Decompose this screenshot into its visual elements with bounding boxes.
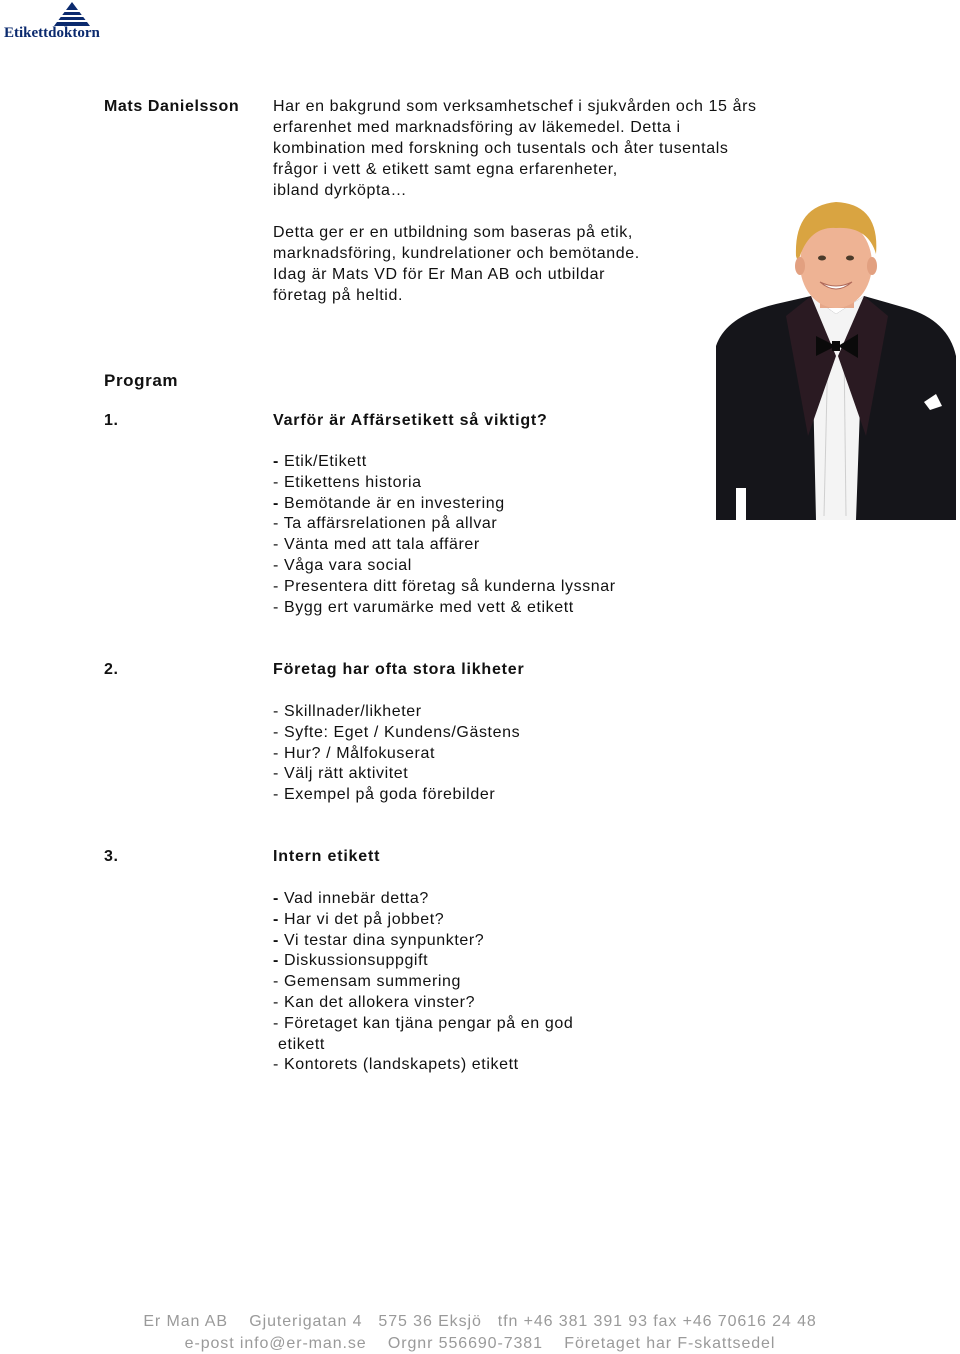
footer-registration: e-post info@er-man.se Orgnr 556690-7381 Företaget har F-skattsedel [184,1335,776,1352]
list-item: - Bygg ert varumärke med vett & etikett [273,598,574,616]
list-item: - Kan det allokera vinster? [273,993,476,1011]
list-item: - Hur? / Målfokuserat [273,744,435,762]
section-number: 1. [104,412,119,429]
section-3-list [273,889,573,1076]
list-item: - Företaget kan tjäna pengar på en god [273,1014,574,1032]
section-number: 3. [104,848,119,865]
footer-address: Er Man AB Gjuterigatan 4 575 36 Eksjö tfn +46 381 391 93 fax +46 70616 24 48 [143,1313,817,1330]
list-item: - Skillnader/likheter [273,703,422,720]
bio-line: företag på heltid. [273,287,403,304]
list-item: - Vi testar dina synpunkter? [273,931,485,949]
bio-line: Har en bakgrund som verksamhetschef i sjukvården och 15 års [273,98,757,115]
bio-text [273,96,757,306]
list-item: - Vänta med att tala affärer [273,536,480,554]
list-item: - Kontorets (landskapets) etikett [273,1056,519,1074]
logo-text: Etikettdoktorn [4,25,100,41]
list-item: - Diskussionsuppgift [273,952,429,970]
list-item: - Våga vara social [273,556,412,574]
list-item: - Vad innebär detta? [273,890,429,907]
section-number: 2. [104,661,119,678]
pyramid-logo-icon [54,2,90,26]
portrait-photo [716,196,956,520]
list-item: - Gemensam summering [273,973,462,991]
bio-line: Idag är Mats VD för Er Man AB och utbildar [273,266,606,283]
list-item: - Välj rätt aktivitet [273,765,409,783]
program-heading: Program [104,371,179,390]
bio-line: Detta ger er en utbildning som baseras på etik, [273,224,633,241]
list-item: - Exempel på goda förebilder [273,786,496,804]
list-item: - Bemötande är en investering [273,494,505,512]
list-item: - Etik/Etikett [273,453,367,470]
person-name: Mats Danielsson [104,98,240,115]
bio-line: frågor i vett & etikett samt egna erfarenheter, [273,161,618,178]
section-title: Varför är Affärsetikett så viktigt? [273,412,548,429]
bio-line: ibland dyrköpta… [273,182,408,199]
bio-spacer [273,201,757,222]
list-item-continuation: etikett [273,1035,325,1053]
section-title: Intern etikett [273,848,381,865]
bio-line: erfarenhet med marknadsföring av läkemedel. Detta i [273,119,681,136]
bio-line: marknadsföring, kundrelationer och bemötande. [273,245,640,262]
list-item: - Etikettens historia [273,473,422,491]
section-2-list [273,702,520,806]
section-title: Företag har ofta stora likheter [273,661,525,678]
list-item: - Ta affärsrelationen på allvar [273,515,498,533]
list-item: - Syfte: Eget / Kundens/Gästens [273,723,521,741]
bio-line: kombination med forskning och tusentals och åter tusentals [273,140,729,157]
company-logo [2,0,134,44]
section-1-list [273,452,616,618]
list-item: - Har vi det på jobbet? [273,910,445,928]
list-item: - Presentera ditt företag så kunderna lyssnar [273,577,616,595]
